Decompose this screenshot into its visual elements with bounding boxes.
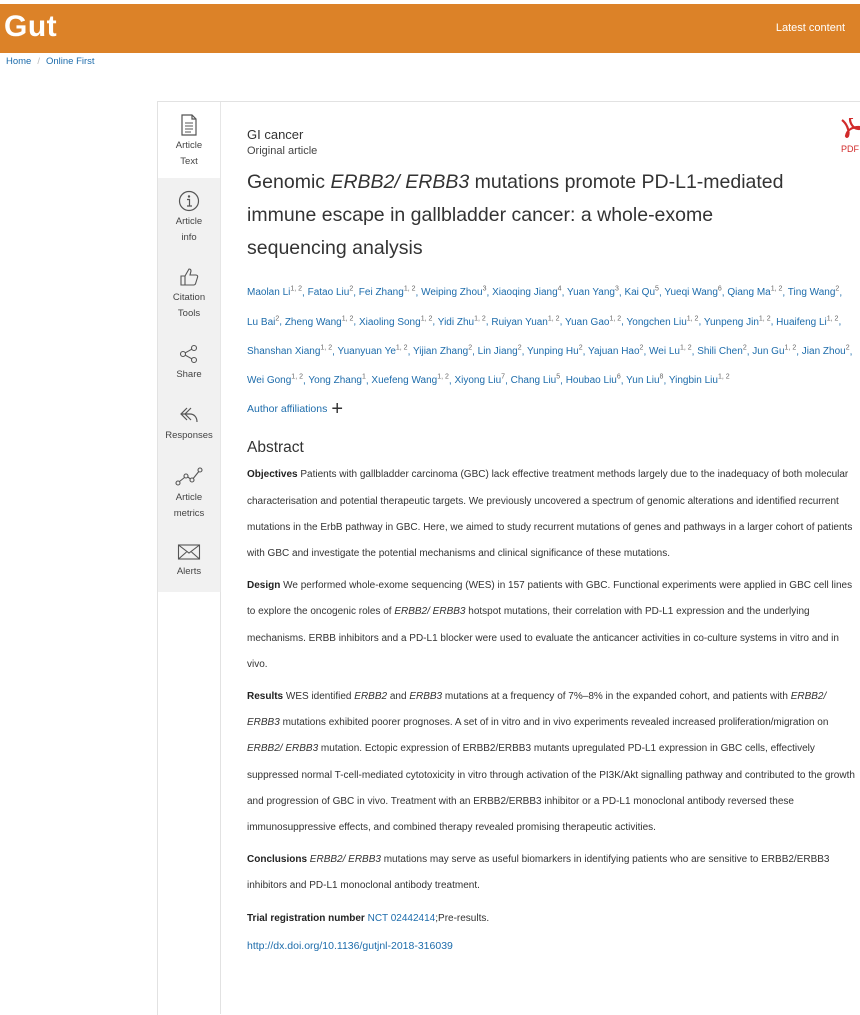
author-name: Kai Qu — [624, 287, 656, 299]
author-link[interactable] — [649, 346, 692, 357]
article-sidebar — [158, 102, 221, 592]
title-part: Genomic — [247, 171, 331, 193]
sidebar-item-label: Article — [175, 216, 203, 227]
author-name: Yajuan Hao — [588, 345, 640, 357]
document-icon — [180, 114, 198, 136]
section-label: Design — [247, 580, 281, 592]
article-main — [247, 127, 859, 952]
journal-logo[interactable]: Gut — [4, 10, 58, 43]
author-link[interactable] — [421, 287, 486, 298]
sidebar-item-label: Responses — [165, 430, 213, 441]
breadcrumb-home[interactable]: Home — [6, 56, 32, 67]
gene-name: ERBB2/ ERBB3 — [247, 690, 827, 729]
reply-icon — [178, 404, 200, 426]
author-link[interactable] — [697, 346, 747, 357]
author-link[interactable] — [478, 346, 522, 357]
author-affiliation-marker: 1, 2 — [686, 315, 699, 323]
breadcrumb-separator: / — [37, 56, 40, 67]
author-name: Jun Gu — [752, 345, 785, 357]
author-affiliation-marker: 1, 2 — [784, 344, 797, 352]
share-icon — [178, 343, 200, 365]
pdf-label: PDF — [841, 144, 859, 154]
author-affiliation-marker: 6 — [616, 373, 621, 381]
site-header — [0, 4, 860, 53]
author-link[interactable] — [413, 346, 472, 357]
author-name: Yuanyuan Ye — [337, 345, 396, 357]
author-link[interactable] — [626, 375, 663, 386]
author-name: Huaifeng Li — [776, 316, 827, 328]
sidebar-item-label: Tools — [177, 307, 201, 319]
author-link[interactable] — [567, 287, 619, 298]
author-affiliation-marker: 2 — [349, 286, 354, 293]
author-name: Shanshan Xiang — [247, 345, 321, 357]
author-link[interactable] — [308, 287, 354, 298]
author-name: Yong Zhang — [308, 375, 362, 387]
author-name: Chang Liu — [510, 375, 557, 387]
section-text: WES identified — [283, 690, 355, 702]
author-link[interactable] — [588, 346, 643, 357]
abstract-conclusions — [247, 847, 859, 899]
author-link[interactable] — [527, 346, 583, 357]
author-link[interactable] — [285, 317, 354, 328]
author-affiliation-marker: 1, 2 — [717, 373, 730, 381]
author-affiliation-marker: 1, 2 — [420, 315, 433, 323]
author-name: Yun Liu — [626, 375, 660, 387]
author-name: Yidi Zhu — [437, 316, 475, 328]
sidebar-divider — [220, 592, 221, 1014]
author-link[interactable] — [454, 375, 505, 386]
author-link[interactable] — [247, 346, 332, 357]
section-text: mutations exhibited poorer prognoses. A set of in vitro and in vivo experiments revealed increased proliferation/migration on — [279, 717, 829, 729]
author-name: Xiaoqing Jiang — [492, 287, 558, 299]
author-affiliation-marker: 2 — [742, 344, 747, 352]
author-affiliation-marker: 1, 2 — [291, 373, 303, 381]
author-name: Yongchen Liu — [626, 316, 687, 328]
author-link[interactable] — [247, 287, 302, 298]
author-link[interactable] — [788, 287, 840, 298]
section-label: Trial registration number — [247, 912, 365, 924]
author-affiliation-marker: 1, 2 — [403, 286, 416, 293]
gene-name: ERBB2/ ERBB3 — [394, 606, 466, 618]
author-link[interactable] — [511, 375, 561, 386]
sidebar-item-label: Alerts — [176, 566, 202, 577]
abstract-results — [247, 684, 859, 841]
doi-link[interactable]: http://dx.doi.org/10.1136/gutjnl-2018-316039 — [247, 939, 453, 952]
metrics-icon — [174, 466, 204, 488]
author-name: Lu Bai — [247, 316, 276, 328]
sidebar-item-article-info[interactable] — [158, 190, 220, 245]
author-name: Lin Jiang — [477, 345, 518, 357]
sidebar-item-alerts[interactable] — [158, 542, 220, 580]
sidebar-item-label: Article — [175, 492, 203, 503]
author-name: Fei Zhang — [358, 287, 404, 299]
author-affiliation-marker: 3 — [482, 286, 487, 293]
author-name: Ruiyan Yuan — [491, 316, 548, 328]
author-link[interactable] — [566, 375, 621, 386]
author-name: Weiping Zhou — [421, 287, 483, 299]
author-affiliation-marker: 2 — [275, 315, 280, 323]
author-name: Yunpeng Jin — [703, 316, 759, 328]
author-link[interactable] — [565, 317, 621, 328]
author-name: Qiang Ma — [727, 287, 771, 299]
author-name: Yijian Zhang — [412, 345, 469, 357]
author-name: Wei Lu — [649, 345, 680, 357]
sidebar-item-responses[interactable] — [158, 404, 220, 444]
author-link[interactable] — [308, 375, 365, 386]
author-affiliation-marker: 1, 2 — [758, 315, 771, 323]
sidebar-item-label: Text — [180, 155, 198, 167]
author-name: Fatao Liu — [307, 287, 350, 299]
info-icon — [178, 190, 200, 212]
author-affiliation-marker: 1, 2 — [320, 344, 333, 352]
author-affiliation-marker: 1, 2 — [547, 315, 560, 323]
section-text: We performed whole-exome sequencing (WES) in 157 patients with GBC. Functional experiments were applied in GBC cell lines to explore the oncogenic roles of — [247, 580, 853, 618]
author-affiliation-marker: 1, 2 — [679, 344, 692, 352]
section-text: ;Pre-results. — [435, 912, 490, 924]
section-label: Conclusions — [247, 854, 308, 866]
sidebar-item-label: info — [181, 231, 197, 243]
section-text: mutations at a frequency of 7%–8% in the expanded cohort, and patients with — [442, 690, 791, 702]
author-link[interactable] — [669, 375, 730, 386]
author-link[interactable] — [776, 317, 838, 328]
author-link[interactable] — [492, 287, 562, 298]
thumbs-up-icon — [178, 266, 200, 288]
author-link[interactable] — [359, 287, 416, 298]
breadcrumb — [6, 56, 95, 67]
sidebar-item-article-metrics[interactable] — [158, 466, 220, 521]
abstract-objectives — [247, 462, 859, 567]
sidebar-item-label: metrics — [173, 507, 205, 519]
author-name: Ting Wang — [787, 287, 836, 299]
author-link[interactable] — [337, 346, 407, 357]
author-affiliation-marker: 7 — [501, 373, 506, 381]
author-link[interactable] — [624, 287, 658, 298]
author-affiliation-marker: 1, 2 — [474, 315, 486, 323]
section-text: mutation. Ectopic expression of ERBB2/ERBB3 mutants upregulated PD-L1 expression in GBC cells, effectively suppressed normal T-cell-mediated cytotoxicity in vitro through activation of the PI3K/Akt signalling pathway and contributed to the growth and progression of GBC in vivo. Treatment with an ERBB2/ERBB3 inhibitor or a PD-L1 monoclonal antibody reversed these immunosuppressive effects, and combined therapy revealed promising therapeutic activities. — [247, 743, 855, 833]
title-gene: ERBB2/ ERBB3 — [330, 171, 470, 193]
author-link[interactable] — [438, 317, 486, 328]
article-category[interactable]: GI cancer — [247, 127, 304, 142]
author-name: Houbao Liu — [565, 375, 617, 387]
author-link[interactable] — [802, 346, 850, 357]
section-text: mutations may serve as useful biomarkers in identifying patients who are sensitive to ERBB2/ERBB3 inhibitors and PD-L1 monoclonal antibody treatment. — [247, 854, 830, 892]
author-link[interactable] — [664, 287, 721, 298]
author-link[interactable] — [727, 287, 782, 298]
author-name: Xuefeng Wang — [371, 375, 438, 387]
section-text: and — [387, 690, 410, 702]
sidebar-item-share[interactable] — [158, 343, 220, 383]
author-affiliation-marker: 5 — [655, 286, 659, 293]
gene-name: ERBB2 — [354, 690, 388, 702]
author-name: Zheng Wang — [284, 316, 342, 328]
trial-registration-link[interactable]: NCT 02442414 — [367, 912, 436, 924]
author-affiliation-marker: 1, 2 — [290, 286, 303, 293]
plus-icon: + — [331, 398, 344, 421]
author-list: Maolan Li$^{1, 2}$, Fatao Liu$^2$, Fei Zhang$^{1, 2}$, Weiping Zhou$^3$, Xiaoqing Jiang$^4$, Yuan Yang$^3$, Kai Qu$^5$, Yueqi Wang$^6$, Qiang Ma$^{1, 2}$, Ting Wang$^2$, Lu Bai$^2$, Zheng Wang$^{1, 2}$, Xiaoling Song$^{1, 2}$, Yidi Zhu$^{1, 2}$, Ruiyan Yuan$^{1, 2}$, Yuan Gao$^{1, 2}$, Yongchen Liu$^{1, 2}$, Yunpeng Jin$^{1, 2}$, Huaifeng Li$^{1, 2}$, Shanshan Xiang$^{1, 2}$, Yuanyuan Ye$^{1, 2}$, Yijian Zhang$^2$, Lin Jiang$^2$, Yunping Hu$^2$, Yajuan Hao$^2$, Wei Lu$^{1, 2}$, Shili Chen$^2$, Jun Gu$^{1, 2}$, Jian Zhou$^2$, Wei Gong$^{1, 2}$, Yong Zhang$^1$, Xuefeng Wang$^{1, 2}$, Xiyong Liu$^7$, Chang Liu$^5$, Houbao Liu$^6$, Yun Liu$^8$, Yingbin Liu$^{1, 2}$ — [247, 286, 853, 387]
author-link[interactable] — [371, 375, 448, 386]
article-type: Original article — [247, 145, 318, 157]
author-affiliation-marker: 2 — [639, 344, 644, 352]
author-name: Yunping Hu — [527, 345, 579, 357]
gene-name: ERBB2/ ERBB3 — [309, 854, 381, 866]
section-label: Results — [247, 690, 284, 702]
abstract-design — [247, 573, 859, 678]
author-name: Maolan Li — [247, 287, 291, 299]
author-affiliation-marker: 2 — [845, 344, 850, 352]
sidebar-item-citation-tools[interactable] — [158, 266, 220, 321]
article-title — [247, 166, 817, 265]
author-affiliation-marker: 1, 2 — [341, 315, 354, 323]
author-name: Yingbin Liu — [668, 375, 718, 387]
sidebar-item-label: Share — [176, 369, 202, 380]
section-label: Objectives — [247, 469, 298, 481]
author-name: Xiyong Liu — [454, 375, 502, 387]
gene-name: ERBB3 — [409, 690, 443, 702]
sidebar-item-label: Citation — [172, 292, 206, 303]
author-affiliation-marker: 2 — [835, 286, 840, 293]
latest-content-link[interactable]: Latest content — [775, 22, 845, 34]
author-name: Yueqi Wang — [664, 287, 718, 299]
author-link[interactable] — [247, 375, 303, 386]
section-text: Patients with gallbladder carcinoma (GBC) lack effective treatment methods largely due to the inadequacy of both molecular characterisation and potential therapeutic targets. We previously uncovered a spectrum of genomic alterations and identified recurrent mutations in the ErbB pathway in GBC. Here, we aimed to study recurrent mutations of genes and pathways in a larger cohort of patients with GBC and investigate the potential mechanisms and clinical significance of these mutations. — [247, 469, 853, 559]
author-affiliation-marker: 5 — [556, 373, 561, 381]
author-affiliation-marker: 1, 2 — [437, 373, 449, 381]
author-affiliation-marker: 2 — [578, 344, 583, 352]
author-affiliation-marker: 3 — [614, 286, 619, 293]
author-affiliation-marker: 1, 2 — [609, 315, 622, 323]
author-affiliation-marker: 6 — [717, 286, 722, 293]
author-affiliation-marker: 1, 2 — [770, 286, 783, 293]
author-link[interactable] — [752, 346, 796, 357]
author-name: Yuan Gao — [564, 316, 610, 328]
author-affiliation-marker: 2 — [468, 344, 473, 352]
author-affiliation-marker: 1, 2 — [395, 344, 408, 352]
section-text: hotspot mutations, their correlation with PD-L1 expression and the underlying mechanisms. ERBB inhibitors and a PD-L1 blocker were used to evaluate the anticancer activities in co-culture systems in vitro and in vivo. — [247, 606, 839, 670]
author-affiliation-marker: 1, 2 — [826, 315, 839, 323]
author-affiliations-label: Author affiliations — [247, 403, 328, 416]
author-link[interactable] — [359, 317, 432, 328]
author-affiliation-marker: 8 — [659, 373, 664, 381]
author-name: Shili Chen — [697, 345, 743, 357]
gene-name: ERBB2/ ERBB3 — [247, 743, 319, 755]
envelope-icon — [177, 542, 201, 562]
author-link[interactable] — [247, 317, 279, 328]
abstract-heading: Abstract — [247, 439, 304, 457]
author-link[interactable] — [491, 317, 559, 328]
author-link[interactable] — [627, 317, 699, 328]
author-name: Xiaoling Song — [358, 316, 421, 328]
author-name: Yuan Yang — [566, 287, 615, 299]
breadcrumb-online-first[interactable]: Online First — [45, 56, 95, 67]
author-name: Wei Gong — [247, 375, 292, 387]
author-link[interactable] — [704, 317, 771, 328]
sidebar-item-article-text[interactable] — [158, 102, 220, 178]
author-affiliation-marker: 1 — [361, 373, 366, 381]
author-affiliation-marker: 4 — [557, 286, 562, 293]
author-affiliation-marker: 2 — [517, 344, 522, 352]
sidebar-item-label: Article — [175, 140, 203, 151]
author-affiliations-toggle[interactable] — [247, 398, 859, 421]
author-name: Jian Zhou — [801, 345, 846, 357]
title-part: mutations promote PD-L1-mediated immune escape in gallbladder cancer: a whole-exome sequencing analysis — [247, 171, 784, 259]
trial-registration — [247, 906, 859, 932]
